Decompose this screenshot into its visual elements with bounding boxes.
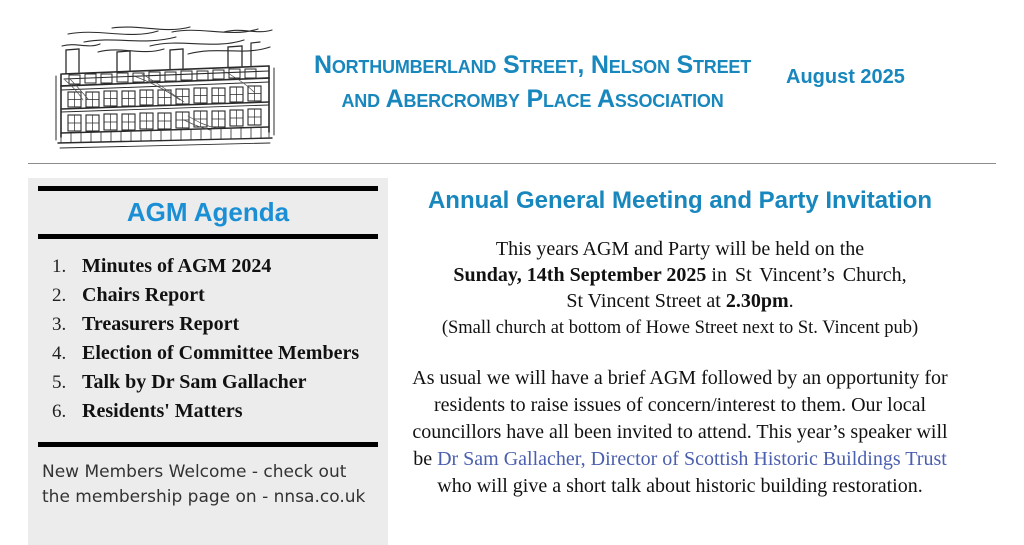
agenda-panel bbox=[28, 178, 388, 545]
event-date: Sunday, 14th September 2025 bbox=[453, 264, 707, 286]
event-details-paragraph bbox=[404, 236, 956, 341]
speaker-link[interactable]: Dr Sam Gallacher, Director of Scottish Historic Buildings Trust bbox=[437, 448, 947, 470]
closing-text-part-1: As usual we will have a brief AGM followed by an opportunity for residents to raise issues of concern/interest to them. Our local councillors have all been invited to attend. bbox=[412, 367, 948, 443]
membership-note bbox=[28, 447, 388, 510]
list-item: Residents' Matters bbox=[82, 400, 243, 422]
agenda-title: AGM Agenda bbox=[126, 197, 290, 227]
invitation-section bbox=[404, 184, 956, 500]
venue-note: (Small church at bottom of Howe Street next to St. Vincent pub) bbox=[441, 318, 919, 338]
closing-text-part-3: who will give a short talk about historic building restoration. bbox=[437, 475, 923, 497]
terrace-building-sketch-icon bbox=[38, 16, 293, 151]
masthead bbox=[0, 0, 1024, 164]
list-item: Treasurers Report bbox=[82, 313, 240, 335]
issue-date: August 2025 bbox=[786, 66, 905, 88]
membership-note-line-2: the membership page on - nnsa.co.uk bbox=[42, 487, 366, 507]
list-item: Chairs Report bbox=[82, 284, 205, 306]
closing-paragraph bbox=[404, 365, 956, 500]
organisation-title-line-1: Northumberland Street, Nelson Street bbox=[313, 51, 752, 79]
agenda-list bbox=[28, 239, 388, 426]
membership-note-line-1: New Members Welcome - check out bbox=[42, 462, 347, 482]
organisation-title bbox=[290, 48, 775, 116]
event-intro-text: This years AGM and Party will be held on the bbox=[495, 238, 865, 260]
event-time-prefix: at bbox=[706, 290, 721, 312]
closing-text-part-2: This year’s speaker will be bbox=[413, 421, 948, 470]
list-item: Election of Committee Members bbox=[82, 342, 360, 364]
invitation-heading: Annual General Meeting and Party Invitation bbox=[427, 187, 933, 214]
list-item: Talk by Dr Sam Gallacher bbox=[82, 371, 307, 393]
organisation-title-line-2: and Abercromby Place Association bbox=[341, 85, 724, 113]
event-time: 2.30pm bbox=[725, 290, 789, 312]
header-divider bbox=[28, 163, 996, 164]
event-street: St Vincent Street bbox=[566, 290, 702, 312]
list-item: Minutes of AGM 2024 bbox=[82, 255, 272, 277]
event-venue-name: in St Vincent’s Church, bbox=[711, 264, 907, 286]
event-time-suffix: . bbox=[788, 290, 794, 312]
